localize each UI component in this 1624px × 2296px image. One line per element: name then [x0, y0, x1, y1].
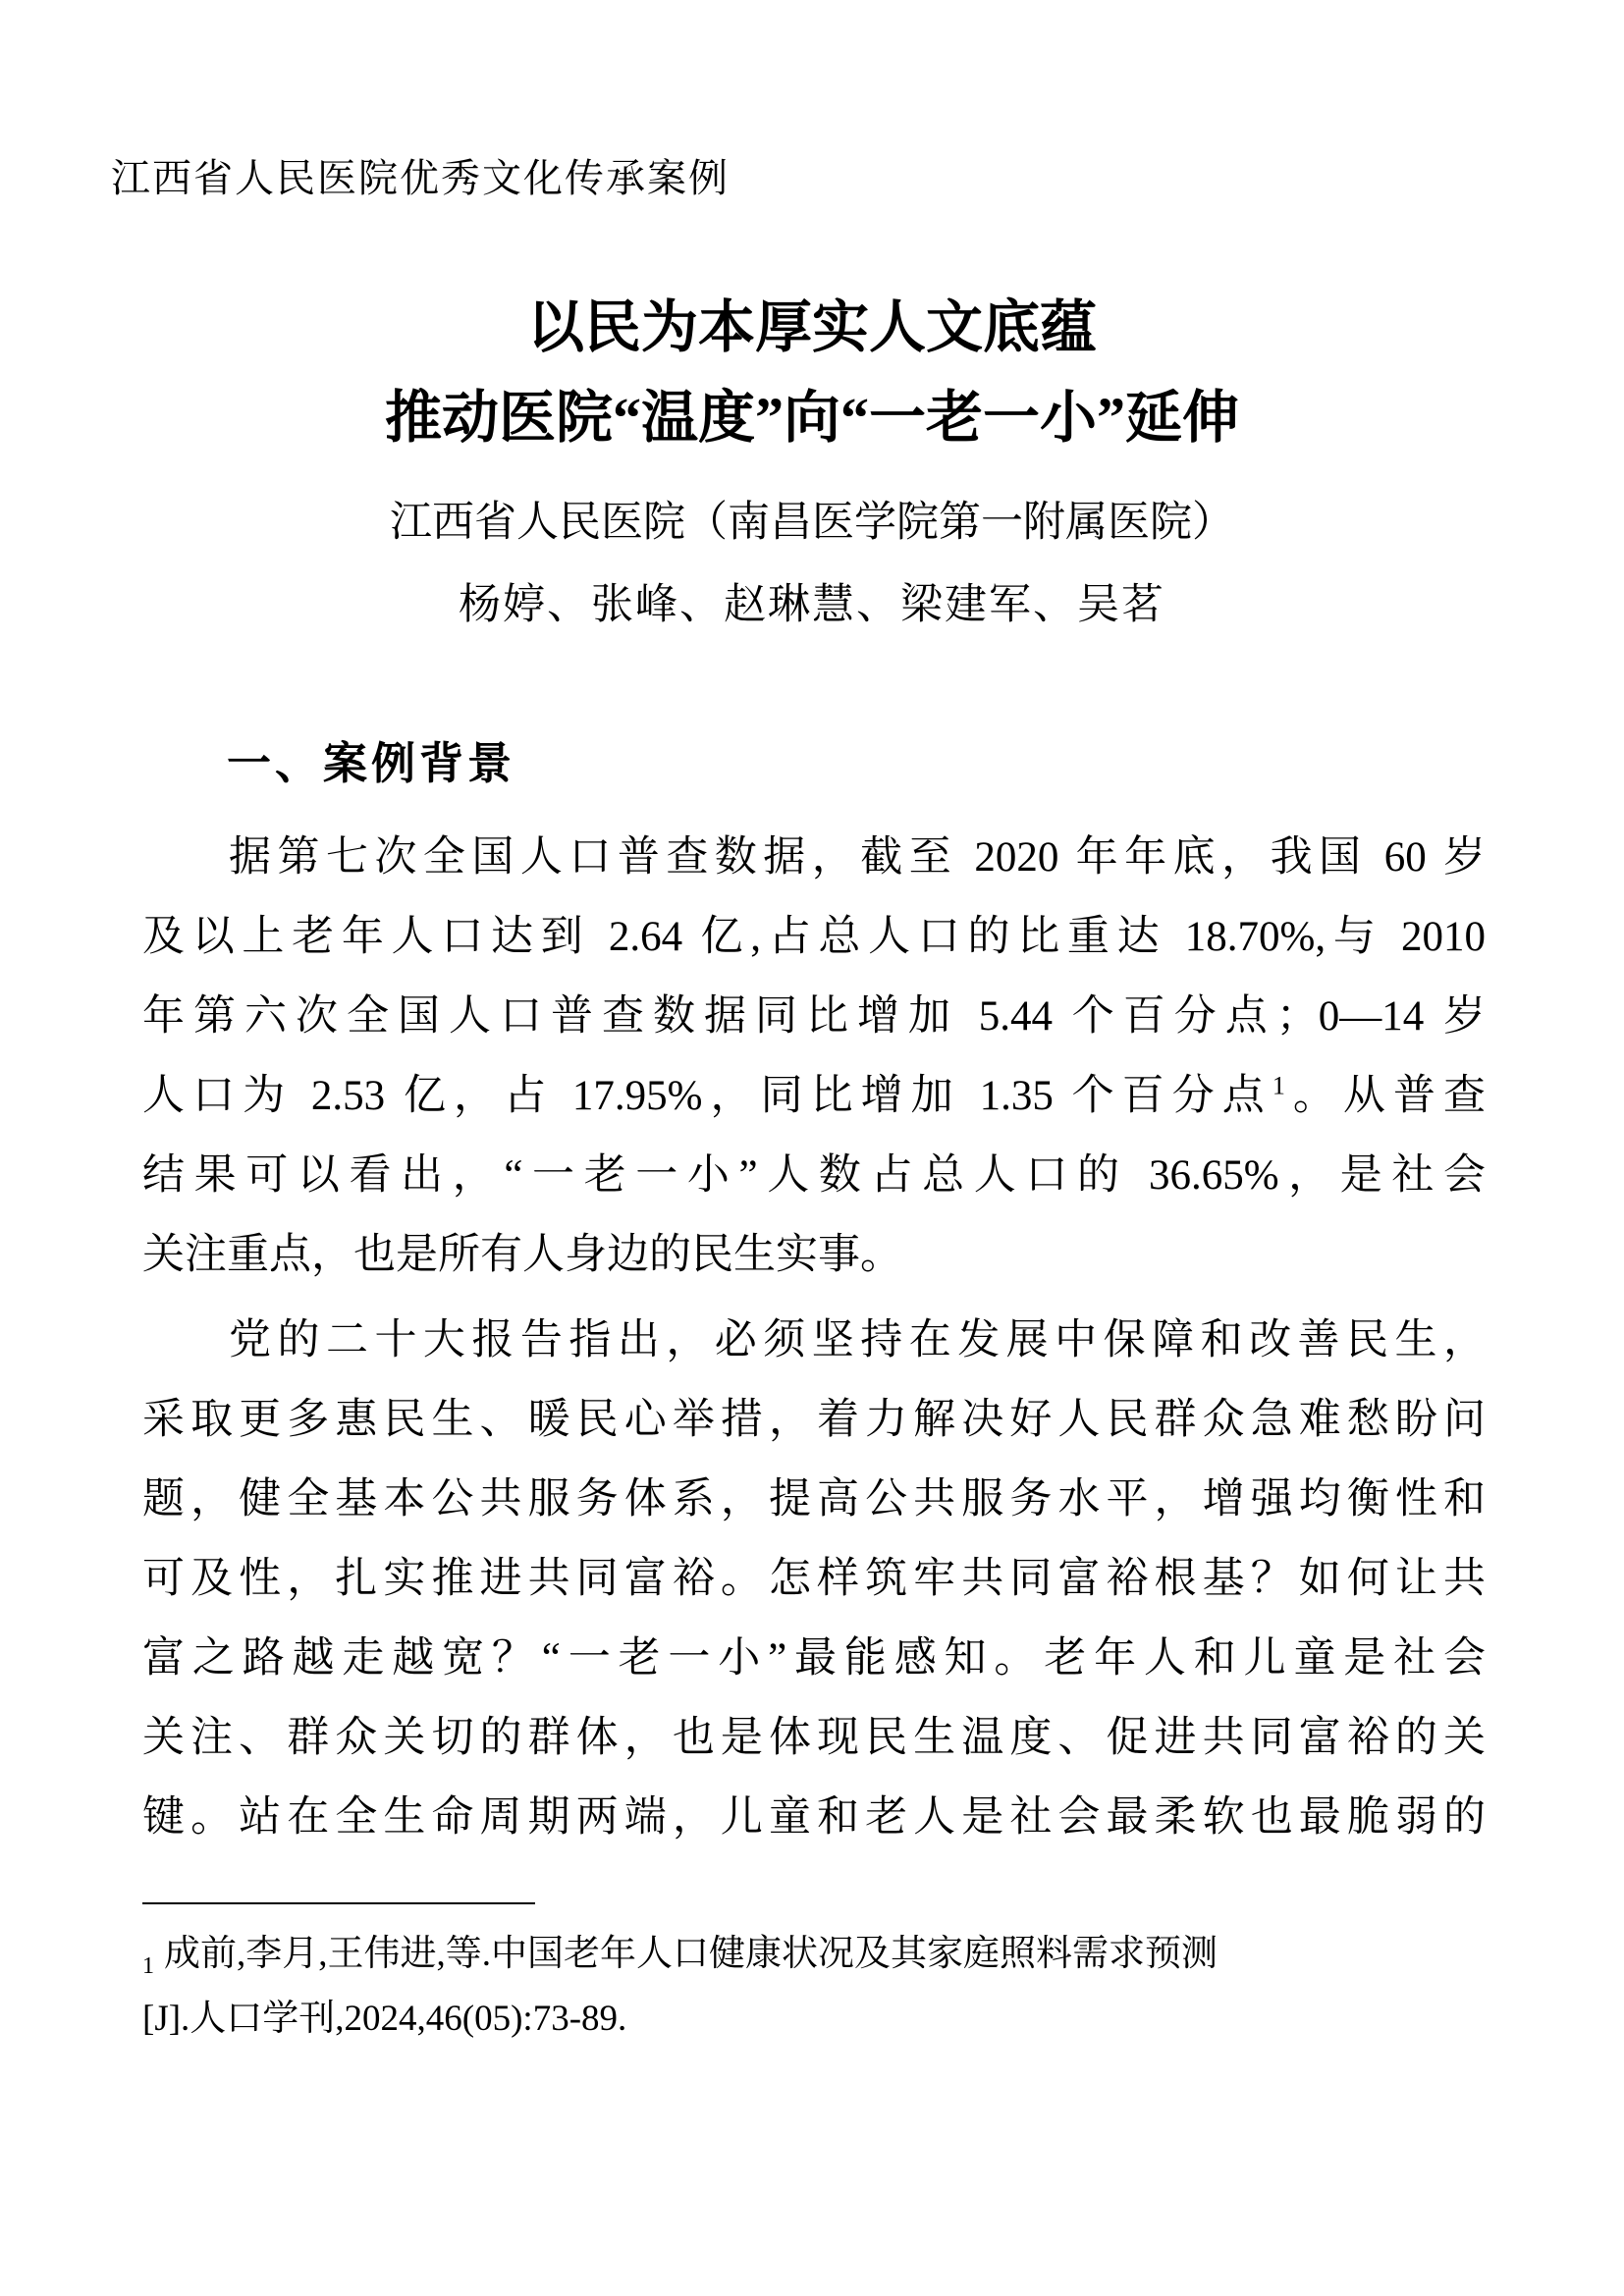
text-line: 富之路越走越宽？“一老一小”最能感知。老年人和儿童是社会 — [142, 1635, 1486, 1682]
document-category-header: 江西省人民医院优秀文化传承案例 — [111, 156, 730, 200]
document-body — [142, 734, 1486, 1857]
text-line: 可及性，扎实推进共同富裕。怎样筑牢共同富裕根基？如何让共 — [142, 1556, 1486, 1602]
title-line-1: 以民为本厚实人文底蕴 — [526, 295, 1097, 359]
section-heading: 一、案例背景 — [227, 738, 516, 788]
title-line-2: 推动医院“温度”向“一老一小”延伸 — [384, 386, 1239, 450]
text-line: 结果可以看出，“一老一小”人数占总人口的 36.65%，是社会 — [142, 1152, 1486, 1199]
text-line: 关注、群众关切的群体，也是体现民生温度、促进共同富裕的关 — [142, 1715, 1486, 1761]
footnote-separator-rule — [142, 1902, 535, 1904]
footnote-reference-mark: 1 — [1272, 1071, 1285, 1100]
text-line: 党的二十大报告指出，必须坚持在发展中保障和改善民生， — [229, 1317, 1486, 1363]
text-line: 关注重点，也是所有人身边的民生实事。 — [142, 1232, 902, 1278]
text-line: 采取更多惠民生、暖民心举措，着力解决好人民群众急难愁盼问 — [142, 1397, 1486, 1443]
paragraph-2 — [142, 1301, 1486, 1857]
authors-line: 杨婷、张峰、赵琳慧、梁建军、吴茗 — [459, 582, 1165, 628]
text-segment: 。从普查 — [1284, 1073, 1486, 1119]
affiliation-line: 江西省人民医院（南昌医学院第一附属医院） — [390, 500, 1234, 546]
text-line: 年第六次全国人口普查数据同比增加 5.44 个百分点；0—14 岁 — [142, 993, 1486, 1040]
text-line: 及以上老年人口达到 2.64 亿,占总人口的比重达 18.70%,与 2010 — [142, 914, 1486, 960]
footnote-line-1 — [142, 1922, 1486, 1987]
paragraph-1 — [142, 818, 1486, 1295]
text-line: 键。站在全生命周期两端，儿童和老人是社会最柔软也最脆弱的 — [142, 1794, 1486, 1841]
text-segment: 人口为 2.53 亿，占 17.95%，同比增加 1.35 个百分点 — [142, 1073, 1272, 1119]
footnote-text: 成前,李月,王伟进,等.中国老年人口健康状况及其家庭照料需求预测 — [164, 1934, 1218, 1974]
document-title — [0, 283, 1624, 463]
text-line — [142, 1056, 1486, 1136]
footnote-marker: 1 — [142, 1953, 154, 1980]
footnote-area — [142, 1902, 1486, 2052]
text-line: 题，健全基本公共服务体系，提高公共服务水平，增强均衡性和 — [142, 1476, 1486, 1522]
text-line: 据第七次全国人口普查数据，截至 2020 年年底，我国 60 岁 — [229, 834, 1486, 881]
footnote-line-2: [J].人口学刊,2024,46(05):73-89. — [142, 1999, 627, 2039]
